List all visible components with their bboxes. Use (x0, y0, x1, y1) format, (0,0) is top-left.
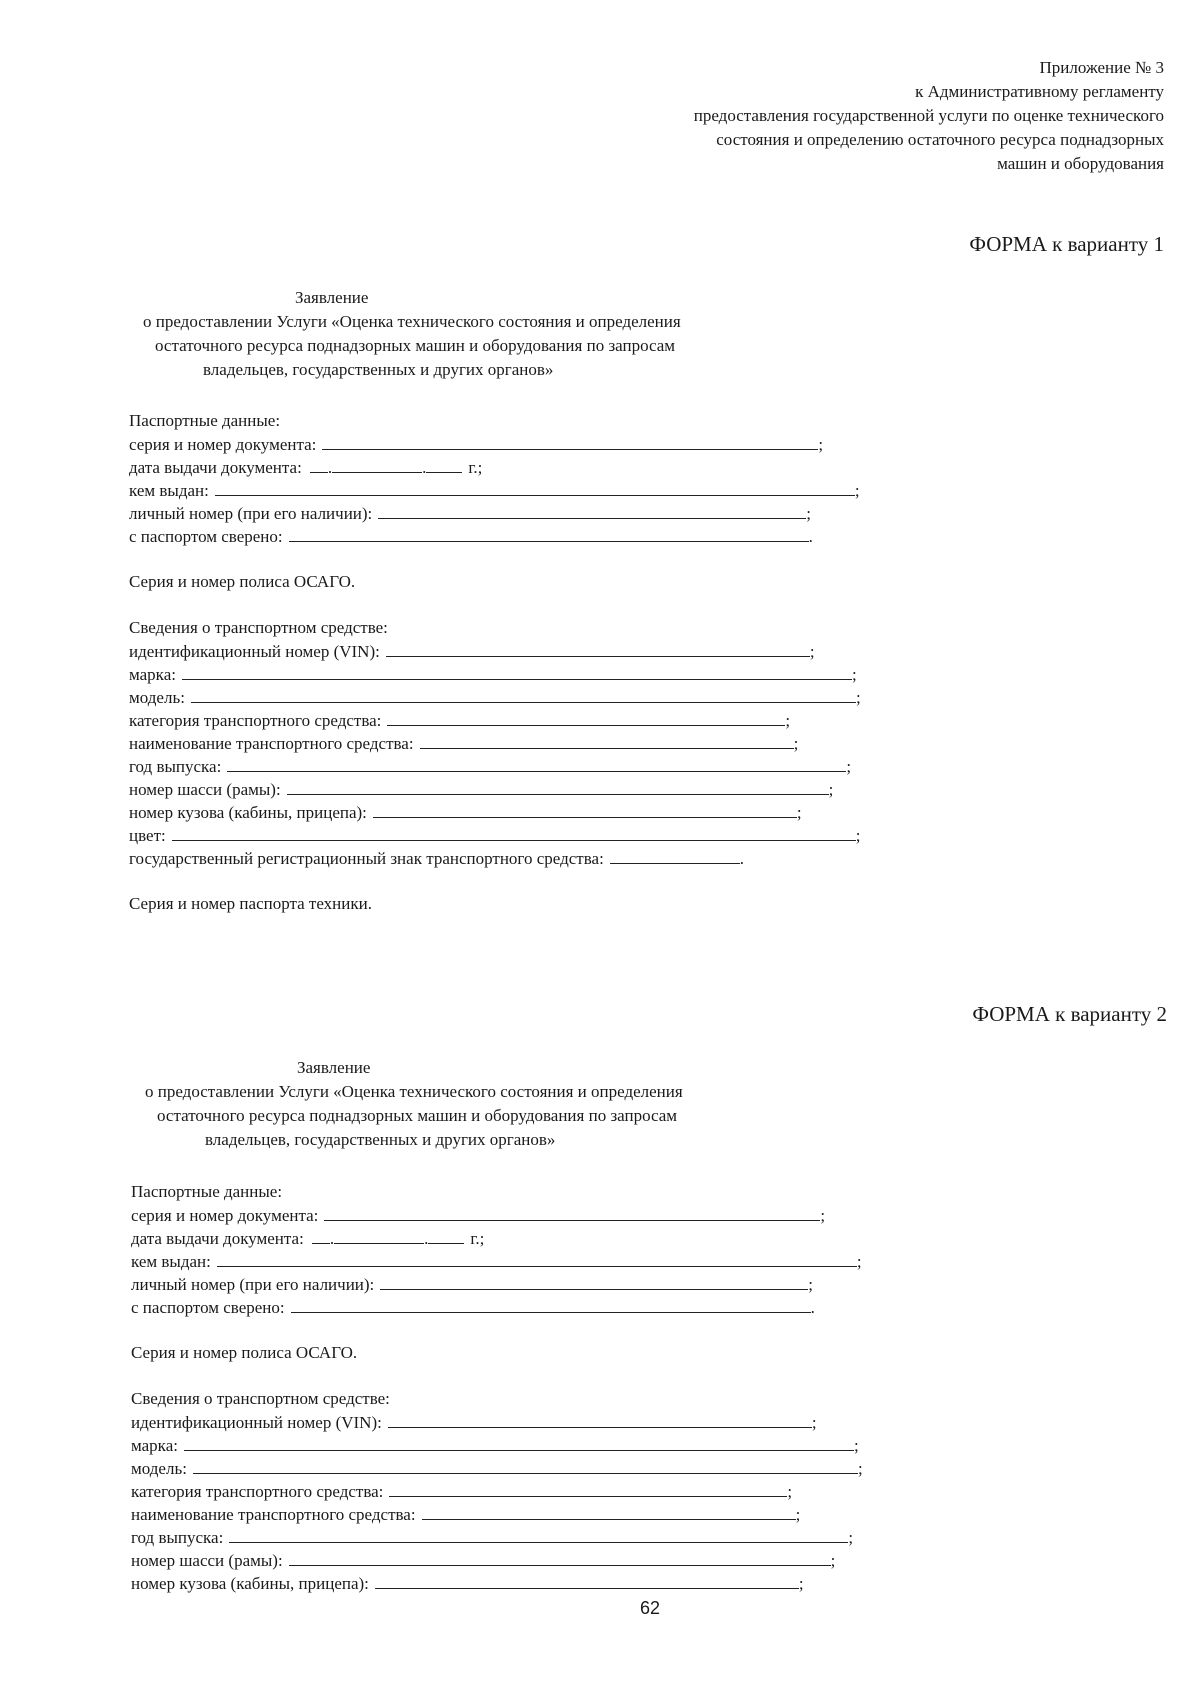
appendix-line: к Административному регламенту (915, 82, 1164, 101)
statement-heading: Заявление (297, 1058, 371, 1077)
field-label: наименование транспортного средства: (129, 734, 414, 753)
statement-line: владельцев, государственных и других органов» (203, 360, 554, 379)
passport-heading: Паспортные данные: (129, 411, 281, 430)
field-label: модель: (131, 1459, 187, 1478)
name-input-line[interactable] (420, 731, 794, 749)
issue-date-suffix: г.; (470, 1229, 485, 1248)
field-label: марка: (129, 665, 176, 684)
field-personal-number: личный номер (при его наличии): ; (131, 1272, 863, 1295)
field-series-number: серия и номер документа: ; (131, 1203, 863, 1226)
year-input-line[interactable] (229, 1525, 848, 1543)
issued-by-input-line[interactable] (215, 478, 855, 496)
plate-input-line[interactable] (610, 846, 740, 864)
field-label: серия и номер документа: (129, 435, 317, 454)
osago-text: Серия и номер полиса ОСАГО. (131, 1343, 358, 1362)
issue-day-input-line[interactable] (312, 1226, 330, 1244)
verified-input-line[interactable] (289, 524, 809, 542)
field-label: категория транспортного средства: (129, 711, 382, 730)
issue-year-input-line[interactable] (428, 1226, 464, 1244)
issue-month-input-line[interactable] (332, 455, 422, 473)
appendix-header (544, 56, 1164, 176)
field-category: категория транспортного средства: ; (129, 708, 861, 731)
category-input-line[interactable] (389, 1479, 787, 1497)
statement-line: о предоставлении Услуги «Оценка технического состояния и определения (143, 312, 681, 331)
field-year: год выпуска: ; (129, 754, 861, 777)
body-input-line[interactable] (373, 800, 797, 818)
field-issued-by: кем выдан: ; (129, 478, 861, 501)
field-label: с паспортом сверено: (131, 1298, 285, 1317)
model-input-line[interactable] (193, 1456, 858, 1474)
field-name: наименование транспортного средства: ; (131, 1502, 863, 1525)
field-model: модель: ; (129, 685, 861, 708)
statement-line: остаточного ресурса поднадзорных машин и оборудования по запросам (155, 336, 676, 355)
field-label: марка: (131, 1436, 178, 1455)
osago-text: Серия и номер полиса ОСАГО. (129, 572, 356, 591)
field-vin: идентификационный номер (VIN): ; (131, 1410, 863, 1433)
page-number: 62 (639, 1598, 661, 1618)
vehicle-heading: Сведения о транспортном средстве: (131, 1389, 390, 1408)
form1-fields (129, 409, 861, 915)
personal-number-input-line[interactable] (378, 501, 806, 519)
field-label: государственный регистрационный знак транспортного средства: (129, 849, 604, 868)
field-name: наименование транспортного средства: ; (129, 731, 861, 754)
issue-year-input-line[interactable] (426, 455, 462, 473)
issue-day-input-line[interactable] (310, 455, 328, 473)
vin-input-line[interactable] (388, 1410, 812, 1428)
statement-line: о предоставлении Услуги «Оценка технического состояния и определения (145, 1082, 683, 1101)
form1-statement (143, 286, 681, 382)
field-label: номер кузова (кабины, прицепа): (131, 1574, 369, 1593)
field-color: цвет: ; (129, 823, 861, 846)
field-chassis: номер шасси (рамы): ; (131, 1548, 863, 1571)
model-input-line[interactable] (191, 685, 856, 703)
color-input-line[interactable] (172, 823, 856, 841)
field-label: идентификационный номер (VIN): (129, 642, 380, 661)
field-issued-by: кем выдан: ; (131, 1249, 863, 1272)
appendix-line: машин и оборудования (997, 154, 1164, 173)
appendix-line: Приложение № 3 (1039, 58, 1164, 77)
vin-input-line[interactable] (386, 639, 810, 657)
year-input-line[interactable] (227, 754, 846, 772)
field-plate: государственный регистрационный знак транспортного средства: . (129, 846, 861, 869)
appendix-line: предоставления государственной услуги по оценке технического (693, 106, 1164, 125)
field-verified: с паспортом сверено: . (129, 524, 861, 547)
statement-line: владельцев, государственных и других органов» (205, 1130, 556, 1149)
issue-date-suffix: г.; (468, 458, 483, 477)
field-label: дата выдачи документа: (131, 1229, 304, 1248)
form2-title: ФОРМА к варианту 2 (972, 1002, 1167, 1026)
statement-line: остаточного ресурса поднадзорных машин и оборудования по запросам (157, 1106, 678, 1125)
field-label: год выпуска: (129, 757, 222, 776)
statement-heading: Заявление (295, 288, 369, 307)
field-label: с паспортом сверено: (129, 527, 283, 546)
chassis-input-line[interactable] (289, 1548, 831, 1566)
field-issue-date: дата выдачи документа: . . г.; (131, 1226, 863, 1249)
field-issue-date: дата выдачи документа: . . г.; (129, 455, 861, 478)
field-personal-number: личный номер (при его наличии): ; (129, 501, 861, 524)
field-brand: марка: ; (129, 662, 861, 685)
tech-passport-text: Серия и номер паспорта техники. (129, 894, 372, 913)
field-label: номер кузова (кабины, прицепа): (129, 803, 367, 822)
field-label: модель: (129, 688, 185, 707)
field-verified: с паспортом сверено: . (131, 1295, 863, 1318)
issued-by-input-line[interactable] (217, 1249, 857, 1267)
series-number-input-line[interactable] (322, 432, 818, 450)
name-input-line[interactable] (422, 1502, 796, 1520)
field-category: категория транспортного средства: ; (131, 1479, 863, 1502)
chassis-input-line[interactable] (287, 777, 829, 795)
field-label: серия и номер документа: (131, 1206, 319, 1225)
field-year: год выпуска: ; (131, 1525, 863, 1548)
personal-number-input-line[interactable] (380, 1272, 808, 1290)
body-input-line[interactable] (375, 1571, 799, 1589)
form2-statement (145, 1056, 683, 1152)
field-label: личный номер (при его наличии): (131, 1275, 375, 1294)
field-chassis: номер шасси (рамы): ; (129, 777, 861, 800)
form1-title: ФОРМА к варианту 1 (969, 232, 1164, 256)
brand-input-line[interactable] (182, 662, 852, 680)
brand-input-line[interactable] (184, 1433, 854, 1451)
field-label: кем выдан: (131, 1252, 211, 1271)
field-brand: марка: ; (131, 1433, 863, 1456)
field-body: номер кузова (кабины, прицепа): ; (129, 800, 861, 823)
field-label: номер шасси (рамы): (129, 780, 281, 799)
field-label: номер шасси (рамы): (131, 1551, 283, 1570)
field-vin: идентификационный номер (VIN): ; (129, 639, 861, 662)
field-label: категория транспортного средства: (131, 1482, 384, 1501)
category-input-line[interactable] (387, 708, 785, 726)
vehicle-heading: Сведения о транспортном средстве: (129, 618, 388, 637)
issue-month-input-line[interactable] (334, 1226, 424, 1244)
passport-heading: Паспортные данные: (131, 1182, 283, 1201)
field-label: личный номер (при его наличии): (129, 504, 373, 523)
field-body: номер кузова (кабины, прицепа): ; (131, 1571, 863, 1594)
form2-fields (131, 1180, 863, 1594)
field-model: модель: ; (131, 1456, 863, 1479)
field-label: цвет: (129, 826, 166, 845)
field-label: год выпуска: (131, 1528, 224, 1547)
field-label: наименование транспортного средства: (131, 1505, 416, 1524)
field-label: кем выдан: (129, 481, 209, 500)
field-label: дата выдачи документа: (129, 458, 302, 477)
series-number-input-line[interactable] (324, 1203, 820, 1221)
verified-input-line[interactable] (291, 1295, 811, 1313)
appendix-line: состояния и определению остаточного ресурса поднадзорных (716, 130, 1164, 149)
field-series-number: серия и номер документа: ; (129, 432, 861, 455)
field-label: идентификационный номер (VIN): (131, 1413, 382, 1432)
